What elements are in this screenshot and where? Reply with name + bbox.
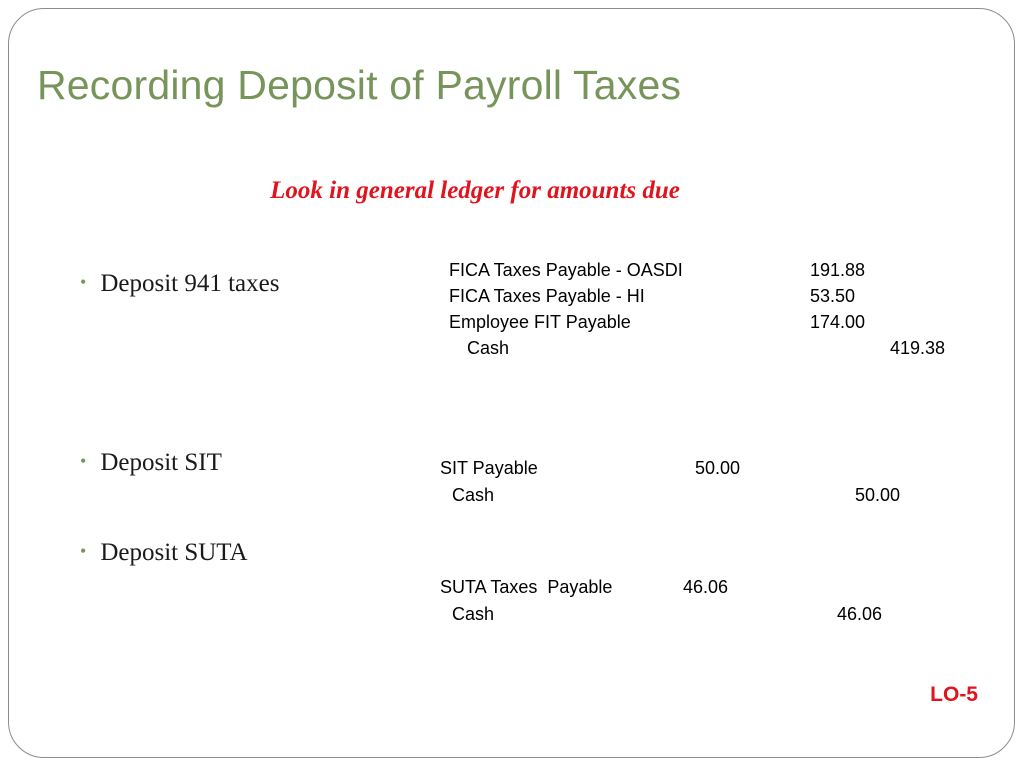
entry-account: Employee FIT Payable: [449, 312, 631, 332]
learning-objective-label: LO-5: [930, 683, 978, 706]
entry-account: Cash: [452, 604, 495, 624]
bullet-item: [80, 539, 248, 567]
entry-debit: 46.06: [683, 577, 729, 597]
bullet-marker: •: [80, 541, 87, 561]
entry-account: Cash: [467, 338, 510, 358]
bullet-marker: •: [80, 272, 87, 292]
bullet-text: Deposit SUTA: [100, 539, 248, 566]
entry-debit: 53.50: [810, 286, 856, 306]
bullet-text: Deposit SIT: [100, 449, 222, 476]
entry-account: Cash: [452, 485, 495, 505]
entry-account: FICA Taxes Payable - HI: [449, 286, 645, 306]
entry-account: SUTA Taxes Payable: [440, 577, 613, 597]
entry-credit: 419.38: [890, 338, 946, 358]
entry-credit: 46.06: [837, 604, 883, 624]
entry-debit: 191.88: [810, 260, 866, 280]
entry-account: FICA Taxes Payable - OASDI: [449, 260, 683, 280]
entry-debit: 50.00: [695, 458, 741, 478]
entry-credit: 50.00: [855, 485, 901, 505]
bullet-text: Deposit 941 taxes: [100, 270, 280, 297]
bullet-item: [80, 449, 222, 477]
bullet-marker: •: [80, 451, 87, 471]
slide-frame: [8, 8, 1015, 758]
slide-subtitle: Look in general ledger for amounts due: [270, 177, 680, 204]
slide-title: Recording Deposit of Payroll Taxes: [37, 62, 682, 108]
entry-account: SIT Payable: [440, 458, 538, 478]
entry-debit: 174.00: [810, 312, 866, 332]
bullet-item: [80, 270, 279, 298]
